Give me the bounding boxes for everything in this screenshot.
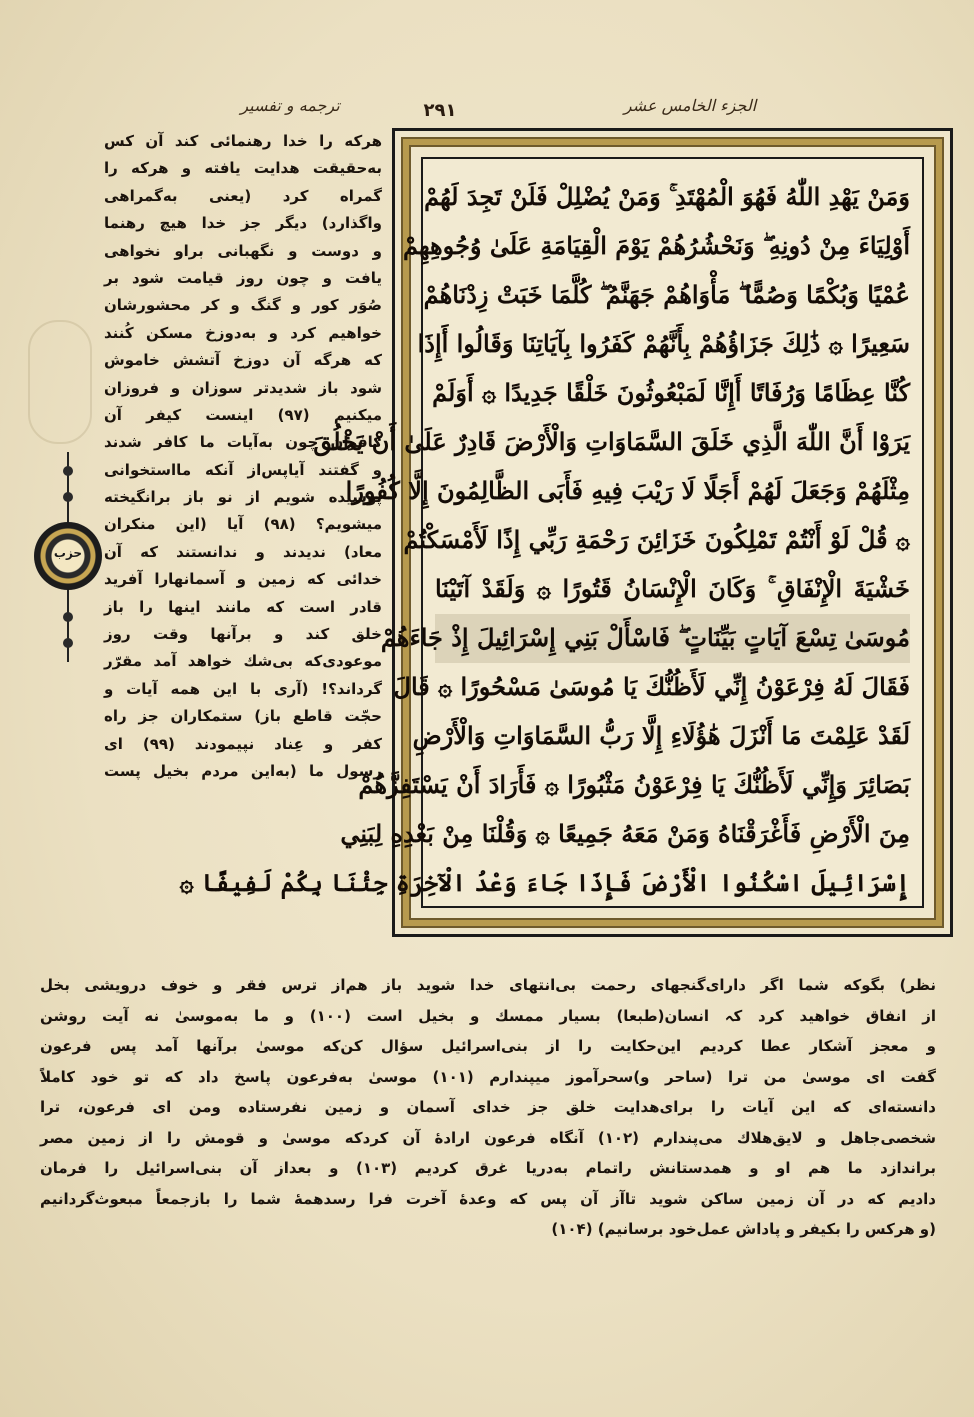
quran-line: سَعِيرًا ۞ ذَٰلِكَ جَزَاؤُهُمْ بِأَنَّهُمْ كَفَرُوا بِآيَاتِنَا وَقَالُوا أَإِذَا <box>417 329 910 358</box>
side-line: گرداند؟! (آری با این همه آیات و <box>104 679 382 698</box>
hizb-bead <box>63 638 73 648</box>
translation-bottom-paragraph <box>40 970 936 1245</box>
header-left-title: ترجمه و تفسیر <box>240 96 340 115</box>
quran-line: ۞ قُلْ لَوْ أَنْتُمْ تَمْلِكُونَ خَزَائِنَ رَحْمَةِ رَبِّي إِذًا لَأَمْسَكْتُمْ <box>403 525 910 554</box>
quran-line: خَشْيَةَ الْإِنْفَاقِ ۚ وَكَانَ الْإِنْسَانُ قَتُورًا ۞ وَلَقَدْ آتَيْنَا <box>435 574 910 603</box>
quran-line: مِثْلَهُمْ وَجَعَلَ لَهُمْ أَجَلًا لَا رَيْبَ فِيهِ فَأَبَى الظَّالِمُونَ إِلَّا كُفُورًا <box>345 476 910 505</box>
hizb-bead <box>63 466 73 476</box>
side-line: خواهیم کرد و به‌دوزخ مسکن کُنند <box>104 323 382 342</box>
bottom-line: و معجز آشکار عطا کردیم این‌حکایت را از بنی‌اسرائیل سؤال کن‌که موسیٰ برآنها آمد پس فرعون <box>40 1037 936 1055</box>
hizb-bead <box>63 492 73 502</box>
quran-line: يَرَوْا أَنَّ اللّٰهَ الَّذِي خَلَقَ السَّمَاوَاتِ وَالْأَرْضَ قَادِرٌ عَلَىٰ أَنْ يَخْلُقَ <box>313 427 910 456</box>
side-line: هرکه را خدا رهنمائی کند آن کس <box>104 132 382 150</box>
side-line: به‌حقیقت هدایت یافته و هرکه را <box>104 159 382 178</box>
quran-line: كُنَّا عِظَامًا وَرُفَاتًا أَإِنَّا لَمَبْعُوثُونَ خَلْقًا جَدِيدًا ۞ أَوَلَمْ <box>432 378 910 407</box>
bottom-line: دانسته‌ای که این آیات را برای‌هدایت خلق جز خدای آسمان و زمین نفرستاده ومن ای فرعون، ترا <box>40 1098 936 1116</box>
side-line: یافت و چون روز قیامت شود بر <box>104 268 382 287</box>
side-line: و دوست و نگهبانی براو نخواهی <box>104 241 382 260</box>
side-line: میشویم؟ (۹۸) آیا (این منکران <box>104 515 382 534</box>
hizb-marker <box>26 452 110 662</box>
bottom-line: (و هرکس را بکیفر و پاداش عمل‌خود برسانیم) (۱۰۴) <box>551 1220 936 1238</box>
side-line: خلق کند و برآنها وقت روز <box>104 625 382 644</box>
hizb-bead <box>63 612 73 622</box>
side-line: پوسیده شویم از نو باز برانگیخته <box>104 488 382 507</box>
side-line: که هرگه آن دوزخ آتشش خاموش <box>104 351 382 370</box>
bottom-line: براندازد ما هم او و همدستانش راتمام به‌دریا غرق کردیم (۱۰۳) و بعداز آن بنی‌اسرائیل را فرمان <box>40 1159 936 1177</box>
side-line: گمراه کرد (یعنی به‌گمراهی <box>104 186 382 205</box>
side-line: حجّت قاطع باز) ستمکاران جز راه <box>104 707 382 726</box>
hizb-label: حزب <box>53 546 83 560</box>
side-line: موعودی‌که بی‌شك خواهد آمد مقرّر <box>104 652 382 671</box>
header-right-title: الجزء الخامس عشر <box>623 96 757 115</box>
page-number: ۲۹۱ <box>423 100 457 121</box>
bottom-line: شخصی‌جاهل و لایق‌هلاك می‌پندارم (۱۰۲) آنگاه فرعون ارادهٔ آن کردکه موسیٰ و قومش را از زمین مصر <box>40 1128 936 1147</box>
side-line: صُوَر کور و گنگ و کر محشورشان <box>104 296 382 315</box>
side-line: کفر و عِناد نپیمودند (۹۹) ای <box>104 734 383 753</box>
side-line: خدائی که زمین و آسمانهارا آفرید <box>104 570 382 589</box>
side-line: کافران چون به‌آیات ما کافر شدند <box>104 433 382 452</box>
quran-line: لَقَدْ عَلِمْتَ مَا أَنْزَلَ هَٰؤُلَاءِ إِلَّا رَبُّ السَّمَاوَاتِ وَالْأَرْضِ <box>412 721 910 750</box>
quran-line: فَقَالَ لَهُ فِرْعَوْنُ إِنِّي لَأَظُنُّكَ يَا مُوسَىٰ مَسْحُورًا ۞ قَالَ <box>393 672 910 701</box>
quran-line: بَصَائِرَ وَإِنِّي لَأَظُنُّكَ يَا فِرْعَوْنُ مَثْبُورًا ۞ فَأَرَادَ أَنْ يَسْتَفِزَّهُمْ <box>358 770 910 799</box>
side-line: میکنیم (۹۷) اینست کیفر آن <box>104 405 382 424</box>
margin-ornament <box>28 320 92 444</box>
bottom-line: گفت ای موسیٰ من ترا (ساحر و)سحرآموز میپندارم (۱۰۱) موسیٰ به‌فرعون پاسخ داد که تو خود کاملاً <box>40 1067 936 1086</box>
quran-line: أَوْلِيَاءَ مِنْ دُونِهِ ۖ وَنَحْشُرُهُمْ يَوْمَ الْقِيَامَةِ عَلَىٰ وُجُوهِهِمْ <box>402 231 910 260</box>
side-line: معاد) ندیدند و ندانستند که آن <box>104 542 382 561</box>
side-line: قادر است که مانند اینها را باز <box>104 597 382 616</box>
quran-line: مُوسَىٰ تِسْعَ آيَاتٍ بَيِّنَاتٍ ۖ فَاسْأَلْ بَنِي إِسْرَائِيلَ إِذْ جَاءَهُمْ <box>435 614 910 663</box>
bottom-line: دادیم که در آن زمین ساکن شوید تاآز آن پس که وعدهٔ آخرت فرا رسدهمهٔ شما را بازجمعاً مبعوث‌گردانیم <box>40 1189 936 1208</box>
bottom-line: نظر) بگوکه شما اگر دارای‌گنجهای رحمت بی‌انتهای خدا شوید باز هم‌از ترس فقر و خوف درویشی بخل <box>40 976 936 994</box>
side-line: شود باز شدیدتر سوزان و فروزان <box>104 378 382 397</box>
side-line: و گفتند آیاپس‌از آنکه مااستخوانی <box>104 460 382 479</box>
quran-line: إِسْرَائِيلَ اسْكُنُوا الْأَرْضَ فَإِذَا جَاءَ وَعْدُ الْآخِرَةِ جِئْنَا بِكُمْ لَفِيفًا ۞ <box>179 868 910 897</box>
side-line: رسول ما (به‌این مردم بخیل پست <box>104 761 382 780</box>
quran-line: مِنَ الْأَرْضِ فَأَغْرَقْنَاهُ وَمَنْ مَعَهُ جَمِيعًا ۞ وَقُلْنَا مِنْ بَعْدِهِ لِبَنِي <box>340 819 910 848</box>
quran-line: وَمَنْ يَهْدِ اللّٰهُ فَهُوَ الْمُهْتَدِ ۚ وَمَنْ يُضْلِلْ فَلَنْ تَجِدَ لَهُمْ <box>424 182 910 211</box>
quran-line: عُمْيًا وَبُكْمًا وَصُمًّا ۖ مَأْوَاهُمْ جَهَنَّمُ ۖ كُلَّمَا خَبَتْ زِدْنَاهُمْ <box>423 280 910 309</box>
bottom-line: از انفاق خواهید کرد کہ انسان(طبعا) بسیار ممسك و بخیل است (۱۰۰) و ما به‌موسیٰ نه آیت روشن <box>40 1006 936 1025</box>
side-line: واگذارد) دیگر جز خدا هیچ رهنما <box>104 214 382 233</box>
